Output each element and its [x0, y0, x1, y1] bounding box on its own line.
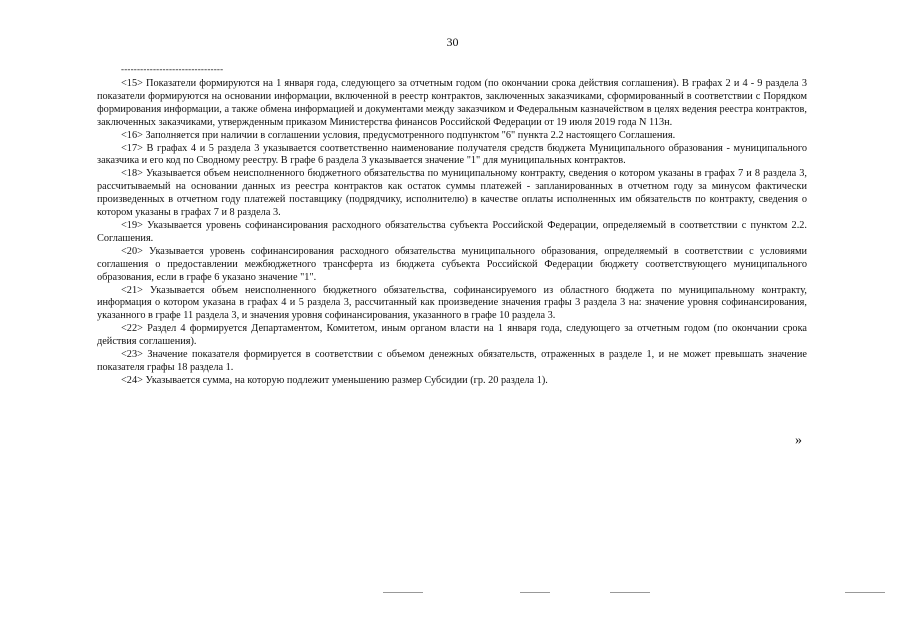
footnote-18: <18> Указывается объем неисполненного бюджетного обязательства по муниципальному контракту, сведения о котором указаны в графах 7 и 8 раздела 3, рассчитываемый на основании данных из реестра контрактов как остаток суммы платежей - запланированных в отчетном году за минусом фактически произведенных в отчетном году платежей поставщику (подрядчику, исполнителю) в качестве оплаты исполненных им обязательств по контракту, сведения о котором указаны в графах 7 и 8 раздела 3.	[97, 168, 807, 219]
scan-artifact-line	[610, 592, 650, 593]
footnote-24: <24> Указывается сумма, на которую подлежит уменьшению размер Субсидии (гр. 20 раздела 1).	[121, 374, 548, 386]
footnote-15: <15> Показатели формируются на 1 января года, следующего за отчетным годом (по окончании срока действия соглашения). В графах 2 и 4 - 9 раздела 3 показатели формируются на основании информации, включенной в реестр контрактов, заключенных заказчиками, сформированный в соответствии с Порядком формирования информации, а также обмена информацией и документами между заказчиком и Федеральным казначейством в целях ведения реестра контрактов, заключенных заказчиками, утвержденным приказом Министерства финансов Российской Федерации от 19 июля 2019 года N 113н.	[97, 78, 807, 128]
footnote-17: <17> В графах 4 и 5 раздела 3 указывается соответственно наименование получателя средств бюджета Муниципального образования - муниципального заказчика и его код по Сводному реестру. В графе 6 раздела 3 указывается значение "1" для муниципальных контрактов.	[97, 142, 807, 167]
footnote-22: <22> Раздел 4 формируется Департаментом, Комитетом, иным органом власти на 1 января года, следующего за отчетным годом (по окончании срока действия соглашения).	[97, 323, 807, 348]
scan-artifact-line	[520, 592, 550, 593]
footnote-21: <21> Указывается объем неисполненного бюджетного обязательства, софинансируемого из областного бюджета по муниципальному контракту, информация о котором указана в графах 4 и 5 раздела 3, рассчитанный как произведение значения графы 3 раздела 3 на: значение уровня софинансирования, указанного в графе 11 раздела 3, и значения уровня софинансирования, указанного в графе 10 раздела 3.	[97, 284, 807, 322]
scan-artifact-line	[845, 592, 885, 593]
scan-artifact-line	[383, 592, 423, 593]
footnote-19: <19> Указывается уровень софинансирования расходного обязательства субъекта Российской Федерации, определяемый в соответствии с пунктом 2.2. Соглашения.	[97, 219, 807, 244]
footnotes-block	[97, 78, 807, 388]
page-number: 30	[446, 35, 459, 49]
closing-quote-mark: »	[795, 433, 802, 448]
footnote-23: <23> Значение показателя формируется в соответствии с объемом денежных обязательств, отраженных в разделе 1, и не может превышать значение показателя графы 18 раздела 1.	[97, 349, 807, 373]
footnote-16: <16> Заполняется при наличии в соглашении условия, предусмотренного подпунктом "6" пункта 2.2 настоящего Соглашения.	[121, 129, 676, 141]
footnote-separator: --------------------------------	[121, 64, 224, 74]
footnote-20: <20> Указывается уровень софинансирования расходного обязательства муниципального образования, определяемый в соответствии с условиями соглашения о предоставлении межбюджетного трансферта из бюджета субъекта Российской Федерации бюджету соответствующего муниципального образования, если в графе 6 указано значение "1".	[97, 245, 807, 283]
